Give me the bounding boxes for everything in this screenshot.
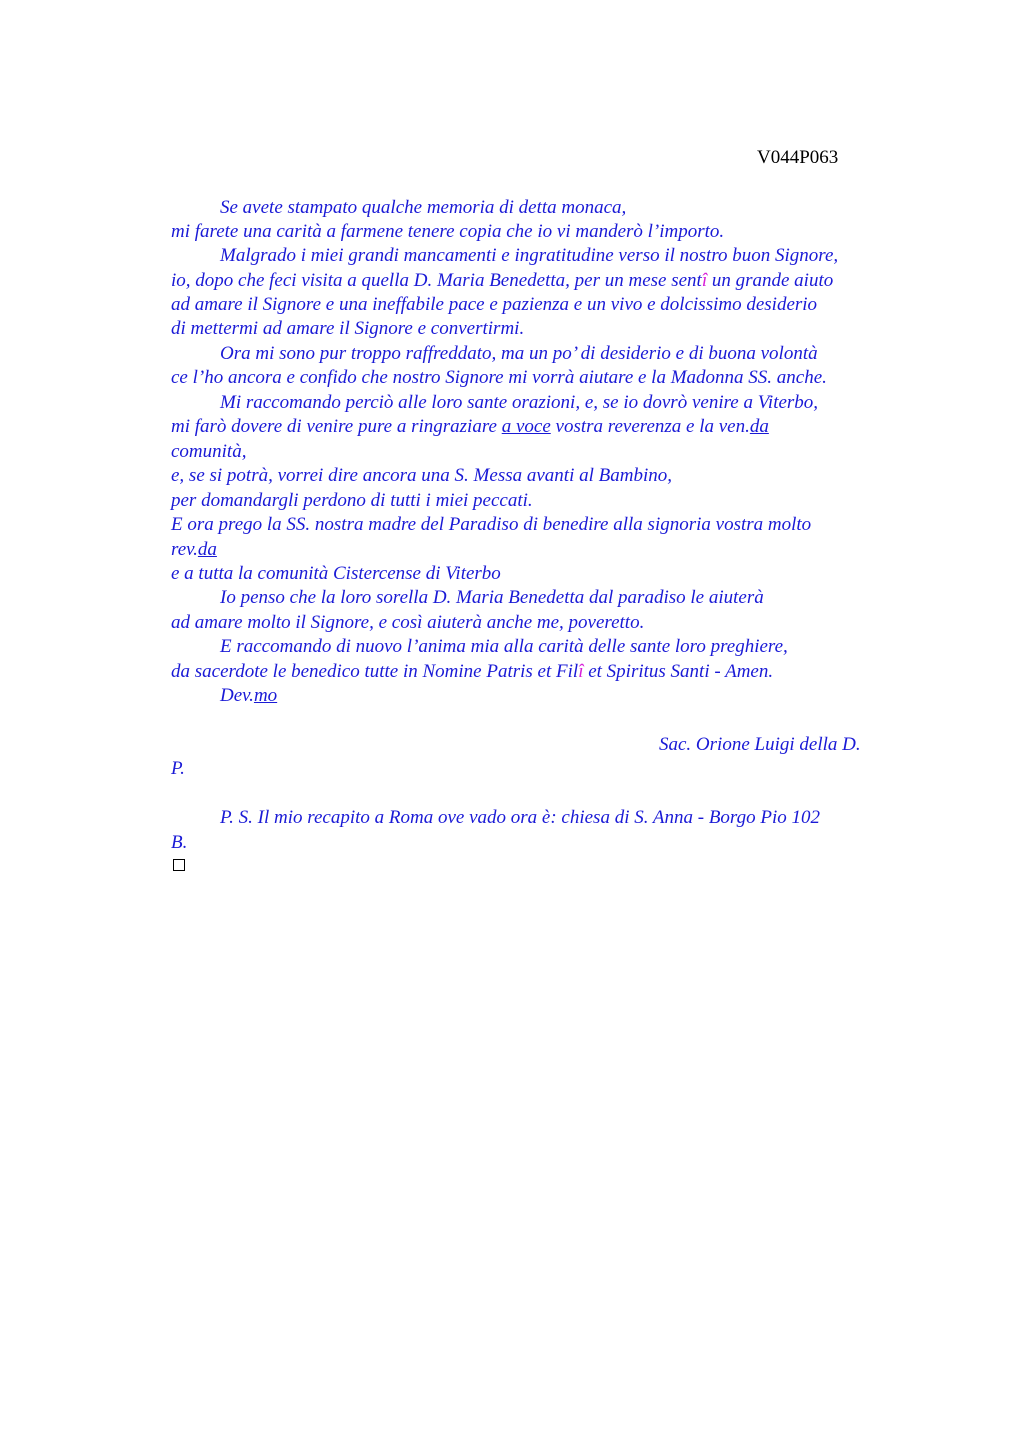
postscript-line: P. S. Il mio recapito a Roma ove vado ora è: chiesa di S. Anna - Borgo Pio 102: [220, 807, 820, 828]
underlined-text: da: [749, 416, 769, 437]
text-line: E raccomando di nuovo l’anima mia alla carità delle sante loro preghiere,: [220, 636, 788, 657]
text-line: per domandargli perdono di tutti i miei peccati.: [171, 490, 533, 511]
end-marker-box: [173, 859, 185, 871]
text-line: [171, 415, 769, 439]
text-line: Io penso che la loro sorella D. Maria Benedetta dal paradiso le aiuterà: [220, 587, 764, 608]
text-line: Se avete stampato qualche memoria di detta monaca,: [220, 197, 627, 218]
text-line: E ora prego la SS. nostra madre del Paradiso di benedire alla signoria vostra molto: [171, 514, 812, 535]
text-line: di mettermi ad amare il Signore e convertirmi.: [171, 318, 525, 339]
text-line: Ora mi sono pur troppo raffreddato, ma un po’ di desiderio e di buona volontà: [220, 343, 818, 364]
text-line: [171, 660, 773, 684]
text-segment: vostra reverenza e la ven.: [550, 416, 750, 437]
accented-char: î: [701, 270, 708, 291]
text-segment: io, dopo che feci visita a quella D. Maria Benedetta, per un mese sent: [171, 270, 702, 291]
text-line: e, se si potrà, vorrei dire ancora una S. Messa avanti al Bambino,: [171, 465, 672, 486]
underlined-text: mo: [253, 685, 278, 706]
text-line: Malgrado i miei grandi mancamenti e ingratitudine verso il nostro buon Signore,: [220, 245, 839, 266]
text-line: [171, 538, 217, 562]
underlined-text: a voce: [501, 416, 551, 437]
text-segment: mi farò dovere di venire pure a ringraziare: [171, 416, 502, 437]
text-line: [220, 684, 277, 708]
text-line: ce l’ho ancora e confido che nostro Signore mi vorrà aiutare e la Madonna SS. anche.: [171, 367, 827, 388]
signature-line: P.: [171, 758, 185, 779]
text-line: Mi raccomando perciò alle loro sante orazioni, e, se io dovrò venire a Viterbo,: [220, 392, 819, 413]
text-line: [171, 269, 833, 293]
text-segment: et Spiritus Santi - Amen.: [583, 661, 774, 682]
text-line: ad amare molto il Signore, e così aiuterà anche me, poveretto.: [171, 612, 645, 633]
text-line: comunità,: [171, 441, 247, 462]
accented-char: î: [578, 661, 584, 682]
signature-line: Sac. Orione Luigi della D.: [659, 734, 861, 755]
text-segment: da sacerdote le benedico tutte in Nomine Patris et Fil: [171, 661, 579, 682]
text-line: e a tutta la comunità Cistercense di Viterbo: [171, 563, 501, 584]
postscript-line: B.: [171, 832, 188, 853]
text-segment: Dev.: [220, 685, 254, 706]
text-line: mi farete una carità a farmene tenere copia che io vi manderò l’importo.: [171, 221, 725, 242]
text-line: ad amare il Signore e una ineffabile pace e pazienza e un vivo e dolcissimo desiderio: [171, 294, 818, 315]
text-segment: un grande aiuto: [707, 270, 834, 291]
underlined-text: da: [197, 539, 217, 560]
text-segment: rev.: [171, 539, 198, 560]
page-reference-code: V044P063: [757, 147, 839, 168]
